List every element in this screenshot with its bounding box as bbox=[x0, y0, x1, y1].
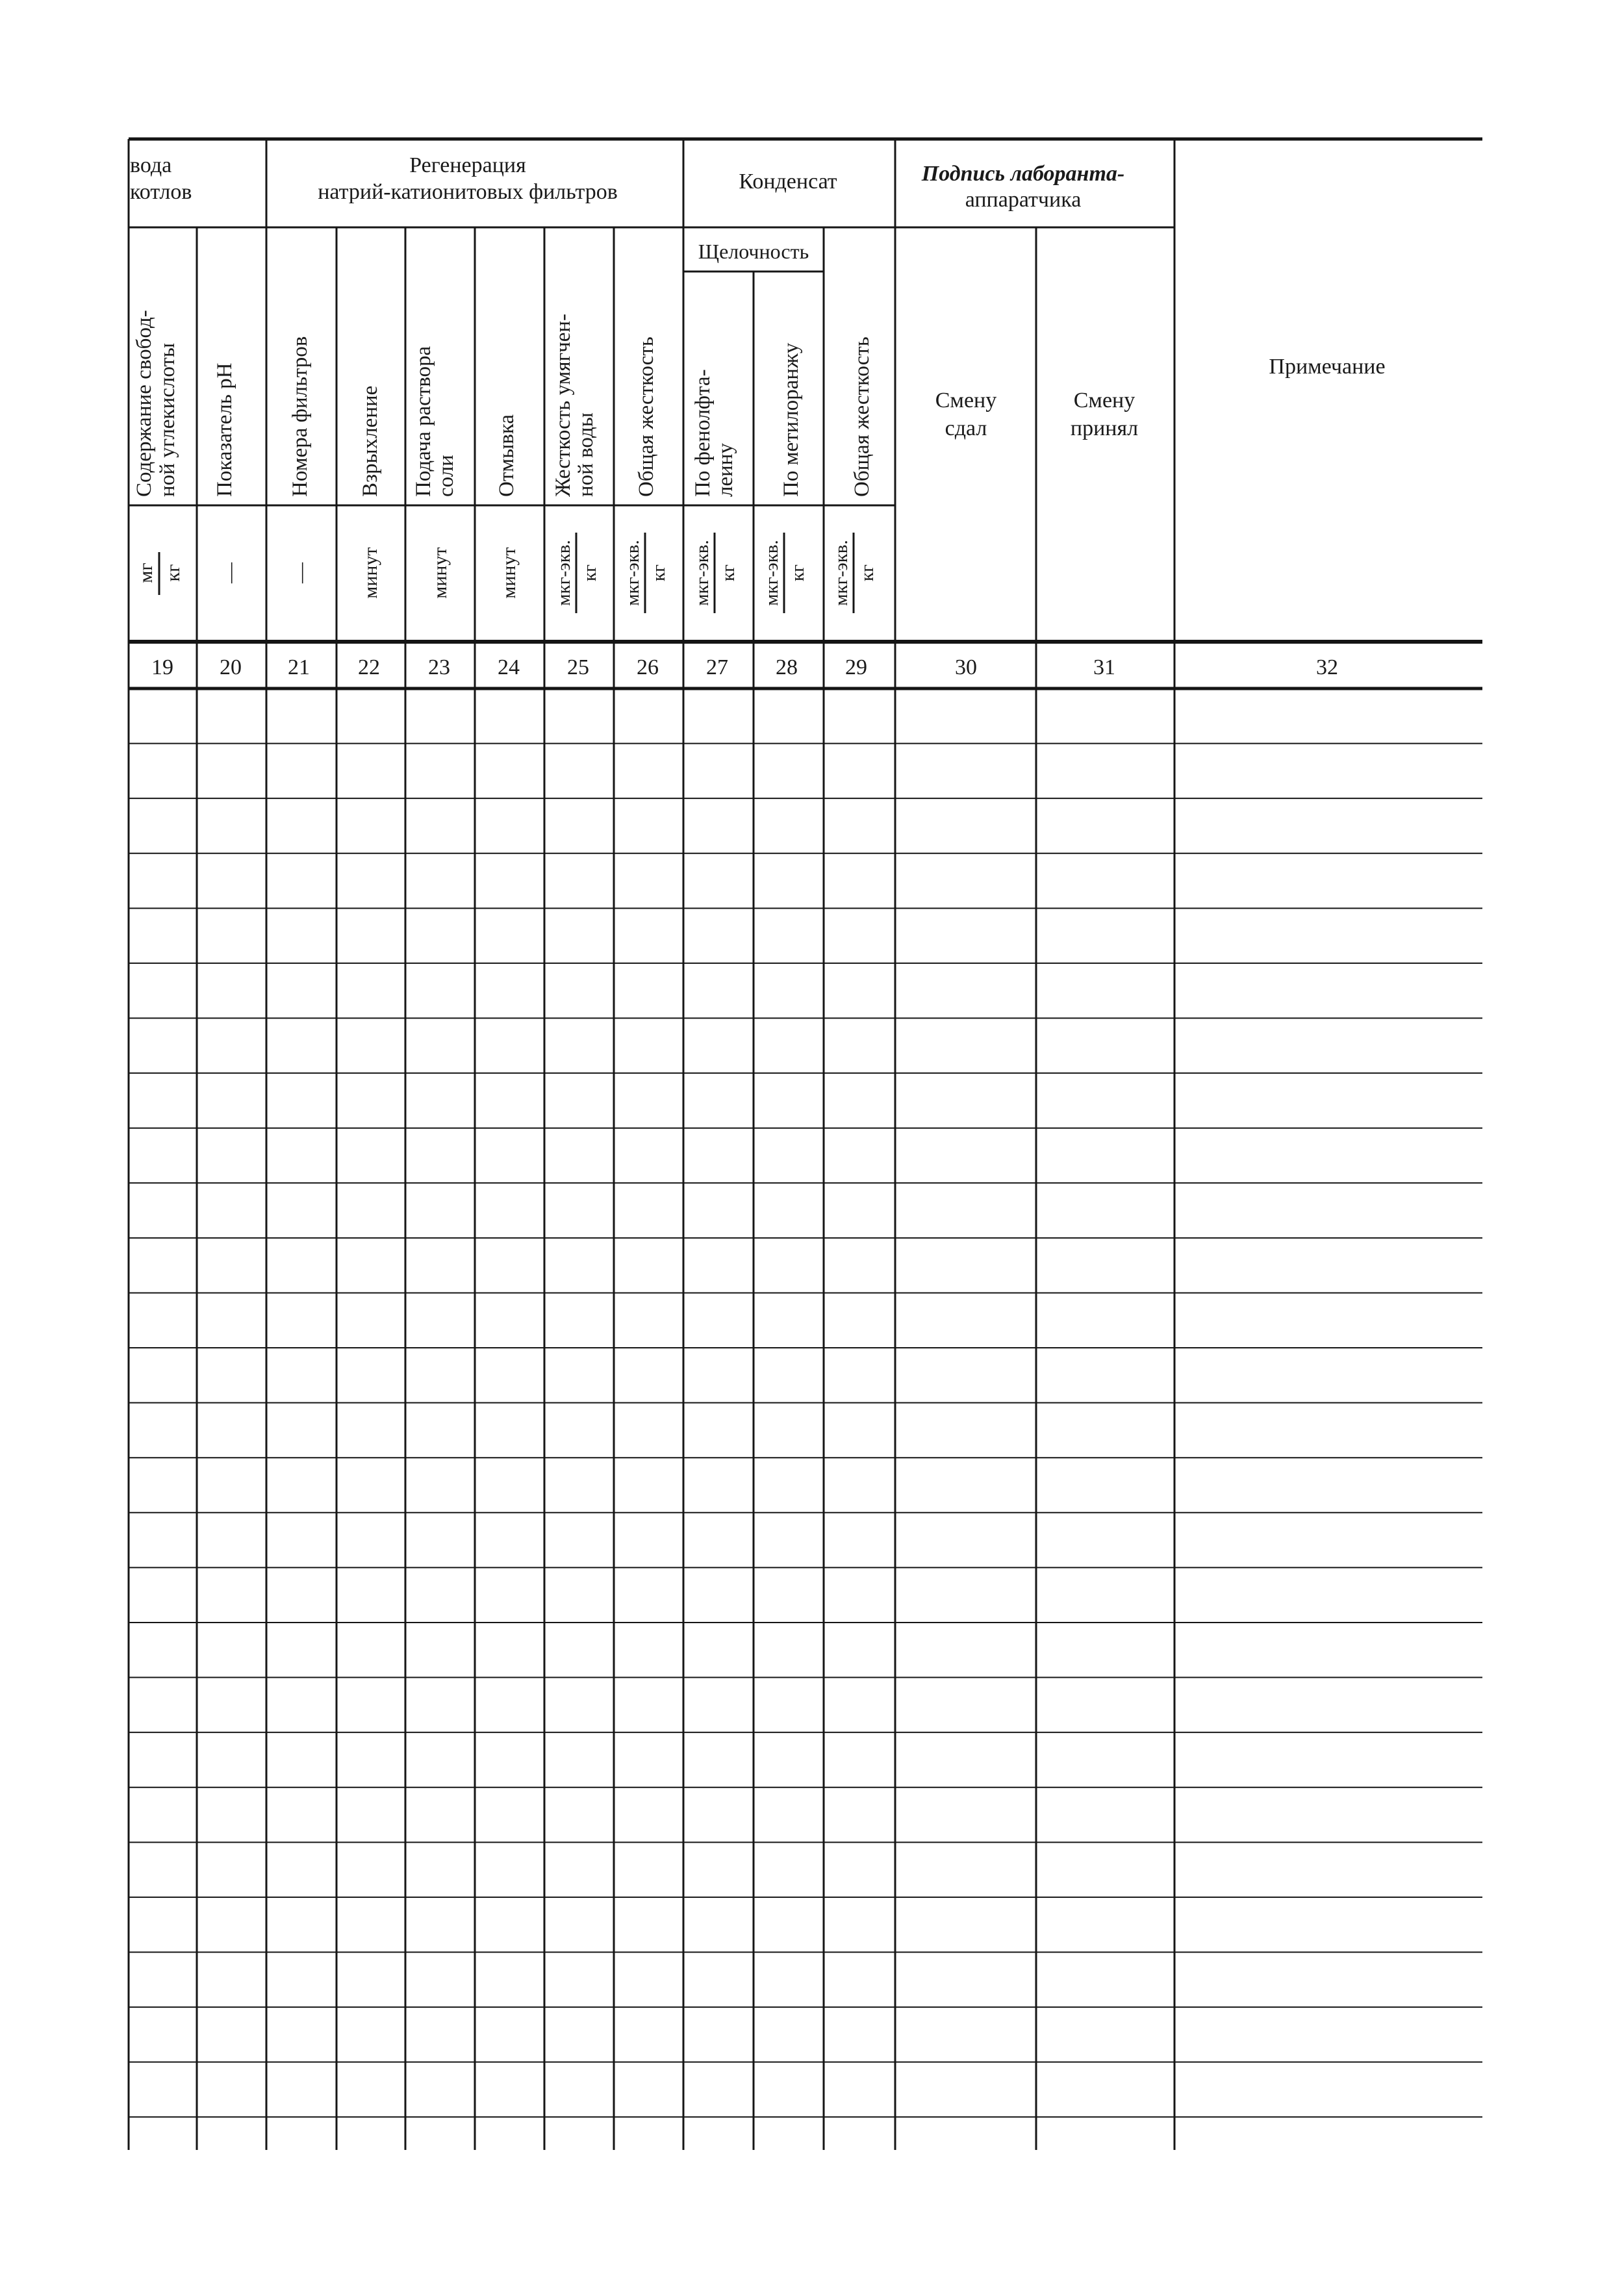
unit-19-denominator: кг bbox=[162, 564, 184, 582]
table-grid bbox=[129, 139, 1482, 2150]
column-header-31 bbox=[1071, 388, 1138, 440]
column-number-23: 23 bbox=[428, 655, 450, 679]
column-header-21: Номера фильтров bbox=[288, 336, 312, 497]
unit-25 bbox=[553, 533, 600, 613]
column-number-19: 19 bbox=[151, 655, 173, 679]
column-number-32: 32 bbox=[1316, 655, 1338, 679]
column-header-27-line1: По фенолфта- bbox=[691, 369, 715, 497]
unit-28-numerator: мкг-экв. bbox=[761, 540, 782, 606]
unit-29-denominator: кг bbox=[857, 564, 878, 581]
column-header-25-line2: ной воды bbox=[574, 412, 598, 497]
unit-20-dash: — bbox=[218, 562, 241, 583]
column-numbers-row bbox=[151, 655, 1338, 679]
column-header-24: Отмывка bbox=[495, 414, 518, 497]
column-header-20: Показатель pH bbox=[213, 362, 236, 497]
column-number-24: 24 bbox=[498, 655, 520, 679]
column-header-32: Примечание bbox=[1269, 355, 1386, 379]
unit-27-numerator: мкг-экв. bbox=[692, 540, 713, 606]
column-header-26: Общая жесткость bbox=[635, 336, 658, 497]
unit-21-dash: — bbox=[288, 562, 312, 583]
column-header-31-line1: Смену bbox=[1073, 388, 1136, 412]
column-header-30-line1: Смену bbox=[935, 388, 997, 412]
column-number-29: 29 bbox=[845, 655, 867, 679]
column-number-31: 31 bbox=[1093, 655, 1115, 679]
column-number-22: 22 bbox=[358, 655, 380, 679]
unit-26-denominator: кг bbox=[648, 564, 669, 581]
column-header-23-line2: соли bbox=[435, 455, 458, 497]
unit-29-numerator: мкг-экв. bbox=[831, 540, 852, 606]
column-header-19 bbox=[133, 310, 179, 497]
group-header-signature-line2: аппаратчика bbox=[965, 188, 1082, 212]
unit-28-denominator: кг bbox=[787, 564, 808, 581]
group-header-water bbox=[130, 153, 192, 204]
column-header-25-line1: Жесткость умягчен- bbox=[552, 313, 575, 497]
column-header-19-line1: Содержание свобод- bbox=[133, 310, 156, 497]
group-header-regeneration bbox=[318, 153, 618, 204]
column-number-26: 26 bbox=[637, 655, 659, 679]
column-number-27: 27 bbox=[706, 655, 728, 679]
unit-26-numerator: мкг-экв. bbox=[622, 540, 643, 606]
column-header-25 bbox=[552, 314, 598, 497]
column-header-31-line2: принял bbox=[1070, 416, 1139, 440]
column-header-22: Взрыхление bbox=[359, 385, 382, 497]
unit-25-denominator: кг bbox=[579, 564, 600, 581]
column-header-28: По метилоранжу bbox=[780, 342, 803, 497]
unit-27 bbox=[692, 533, 739, 613]
column-header-19-line2: ной углекислоты bbox=[156, 342, 179, 497]
unit-27-denominator: кг bbox=[718, 564, 739, 581]
unit-26 bbox=[622, 533, 669, 613]
unit-22: минут bbox=[360, 547, 381, 599]
column-number-28: 28 bbox=[776, 655, 798, 679]
unit-28 bbox=[761, 533, 808, 613]
group-header-water-line1: вода bbox=[130, 153, 172, 177]
column-header-29: Общая жесткость bbox=[850, 336, 874, 497]
column-number-25: 25 bbox=[567, 655, 589, 679]
column-number-20: 20 bbox=[220, 655, 242, 679]
unit-19 bbox=[135, 552, 184, 595]
unit-24: минут bbox=[498, 547, 520, 599]
unit-23: минут bbox=[429, 547, 451, 599]
unit-29 bbox=[831, 533, 878, 613]
column-header-27-line2: леину bbox=[714, 443, 737, 497]
column-number-21: 21 bbox=[288, 655, 310, 679]
column-header-23-line1: Подача раствора bbox=[412, 346, 435, 497]
column-header-23 bbox=[412, 346, 458, 497]
group-header-signature bbox=[921, 162, 1124, 212]
group-header-water-line2: котлов bbox=[130, 180, 192, 204]
column-header-30 bbox=[935, 388, 996, 440]
unit-25-numerator: мкг-экв. bbox=[553, 540, 574, 606]
subgroup-header-alkalinity: Щелочность bbox=[698, 240, 809, 263]
group-header-condensate: Конденсат bbox=[739, 170, 837, 194]
group-header-regeneration-line1: Регенерация bbox=[409, 153, 526, 177]
column-header-30-line2: сдал bbox=[945, 416, 987, 440]
group-header-regeneration-line2: натрий-катионитовых фильтров bbox=[318, 180, 618, 204]
column-header-27 bbox=[691, 369, 737, 497]
group-header-signature-line1: Подпись лаборанта- bbox=[921, 162, 1125, 186]
column-number-30: 30 bbox=[955, 655, 977, 679]
unit-19-numerator: мг bbox=[135, 562, 157, 583]
